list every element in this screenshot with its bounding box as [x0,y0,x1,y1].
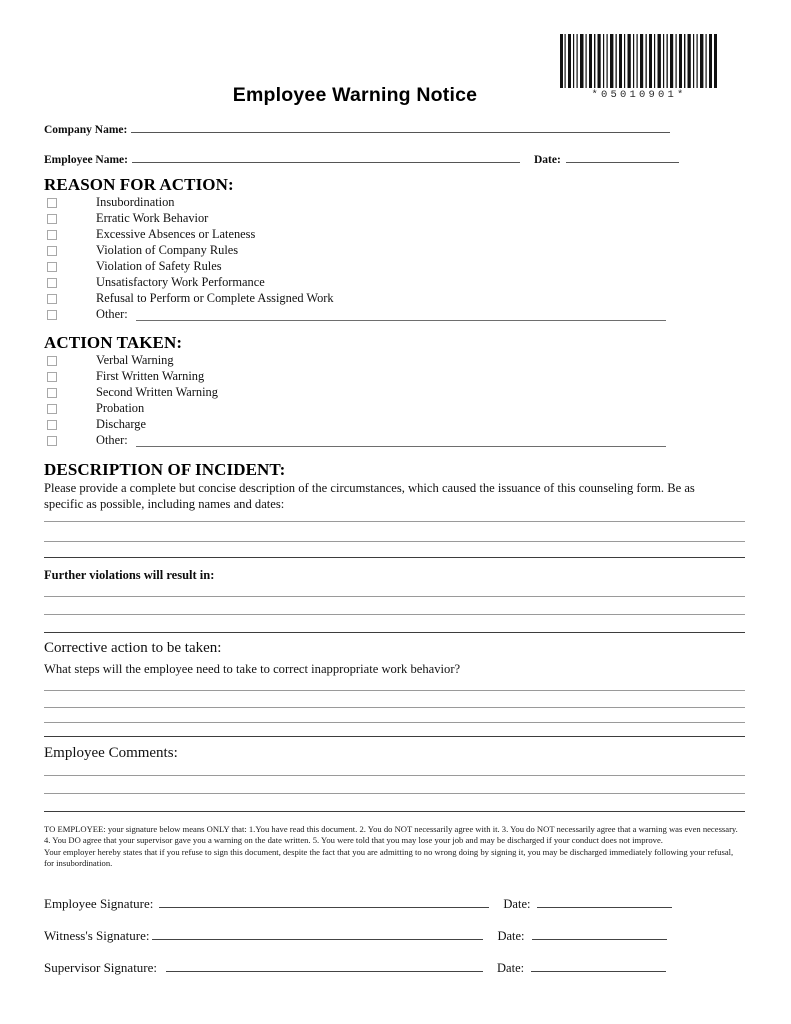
employee-signature-row[interactable] [44,894,672,912]
further-violations-write-line-1[interactable] [44,596,745,597]
reason-option-label: Unsatisfactory Work Performance [96,275,265,289]
reason-option-other[interactable] [47,307,666,322]
supervisor-signature-input[interactable] [166,958,483,972]
reason-option-label: Excessive Absences or Lateness [96,227,256,241]
description-instructions: Please provide a complete but concise description of the circumstances, which caused the issuance of this counseling form. Be as specific as possible, including names and dates: [44,481,695,511]
checkbox-icon[interactable] [47,404,57,414]
action-other-input[interactable] [136,435,666,447]
description-write-line-3[interactable] [44,557,745,558]
corrective-write-line-2[interactable] [44,707,745,708]
witness-signature-input[interactable] [152,926,483,940]
barcode-number: *05010901* [591,89,687,101]
action-option-label: Discharge [96,417,147,431]
checkbox-icon[interactable] [47,230,57,240]
supervisor-signature-date-label: Date: [497,961,525,975]
action-option-2[interactable] [47,385,218,400]
description-write-line-1[interactable] [44,521,745,522]
page-title: Employee Warning Notice [232,84,478,106]
checkbox-icon[interactable] [47,246,57,256]
action-option-1[interactable] [47,369,204,384]
corrective-action-heading: Corrective action to be taken: [44,640,222,656]
reason-other-input[interactable] [136,309,666,321]
legal-notice-paragraph-1: TO EMPLOYEE: your signature below means ONLY that: 1.You have read this document. 2. You do NOT necessarily agree with it. 3. You do NOT necessarily agree that a warning was even necessary. 4. You DO agree that your supervisor gave you a warning on the date written. 5. You were told that you may lose your job and may be discharged if your conduct does not improve. [44,824,738,845]
employee-date-label: Date: [534,154,561,166]
further-violations-write-line-2[interactable] [44,614,745,615]
reason-option-4[interactable] [47,259,222,274]
reason-option-label: Refusal to Perform or Complete Assigned Work [96,291,334,305]
reason-option-3[interactable] [47,243,238,258]
action-option-label: Probation [96,401,145,415]
checkbox-icon[interactable] [47,294,57,304]
checkbox-icon[interactable] [47,420,57,430]
employee-comments-heading: Employee Comments: [44,745,178,761]
action-option-label: Verbal Warning [96,353,174,367]
employee-signature-input[interactable] [159,894,489,908]
reason-option-5[interactable] [47,275,265,290]
reason-option-label: Violation of Company Rules [96,243,239,257]
checkbox-icon[interactable] [47,198,57,208]
checkbox-icon[interactable] [47,278,57,288]
employee-signature-label: Employee Signature: [44,896,154,911]
reason-for-action-heading: REASON FOR ACTION: [44,175,234,194]
legal-notice [44,824,745,868]
checkbox-icon[interactable] [47,262,57,272]
reason-option-label: Violation of Safety Rules [96,259,222,273]
action-option-3[interactable] [47,401,144,416]
checkbox-icon[interactable] [47,372,57,382]
supervisor-signature-label: Supervisor Signature: [44,960,158,975]
action-option-other[interactable] [47,433,666,448]
action-other-label: Other: [96,433,128,447]
employee-name-field[interactable] [44,151,679,166]
employee-signature-date-label: Date: [503,897,531,911]
barcode-icon [560,34,718,88]
comments-write-line-1[interactable] [44,775,745,776]
employee-name-input[interactable] [132,151,520,163]
comments-write-line-3[interactable] [44,811,745,812]
action-option-4[interactable] [47,417,146,432]
checkbox-icon[interactable] [47,436,57,446]
employee-name-label: Employee Name: [44,154,128,166]
description-of-incident-heading: DESCRIPTION OF INCIDENT: [44,460,286,479]
action-option-label: Second Written Warning [96,385,218,399]
company-name-input[interactable] [131,121,670,133]
corrective-action-question: What steps will the employee need to take to correct inappropriate work behavior? [44,662,461,676]
supervisor-signature-row[interactable] [44,958,666,976]
further-violations-write-line-3[interactable] [44,632,745,633]
reason-option-2[interactable] [47,227,255,242]
employee-signature-date-input[interactable] [537,894,672,908]
legal-notice-paragraph-2: Your employer hereby states that if you refuse to sign this document, despite the fact that you are admitting to no wrong doing by signing it, you may be discharged immediately following your refusal, for insubordination. [44,847,734,868]
further-violations-heading: Further violations will result in: [44,568,215,582]
checkbox-icon[interactable] [47,310,57,320]
supervisor-signature-date-input[interactable] [531,958,666,972]
witness-signature-date-label: Date: [497,929,525,943]
witness-signature-row[interactable] [44,926,667,944]
corrective-write-line-4[interactable] [44,736,745,737]
corrective-write-line-3[interactable] [44,722,745,723]
witness-signature-date-input[interactable] [532,926,667,940]
reason-option-label: Erratic Work Behavior [96,211,209,225]
action-option-label: First Written Warning [96,369,205,383]
reason-option-6[interactable] [47,291,334,306]
company-name-label: Company Name: [44,124,128,136]
description-write-line-2[interactable] [44,541,745,542]
reason-option-1[interactable] [47,211,208,226]
reason-other-label: Other: [96,307,128,321]
witness-signature-label: Witness's Signature: [44,928,150,943]
comments-write-line-2[interactable] [44,793,745,794]
reason-option-0[interactable] [47,195,174,210]
corrective-write-line-1[interactable] [44,690,745,691]
employee-date-input[interactable] [566,151,679,163]
checkbox-icon[interactable] [47,388,57,398]
reason-option-label: Insubordination [96,195,175,209]
checkbox-icon[interactable] [47,356,57,366]
company-name-field[interactable] [44,121,670,136]
action-option-0[interactable] [47,353,174,368]
checkbox-icon[interactable] [47,214,57,224]
action-taken-heading: ACTION TAKEN: [44,333,183,352]
